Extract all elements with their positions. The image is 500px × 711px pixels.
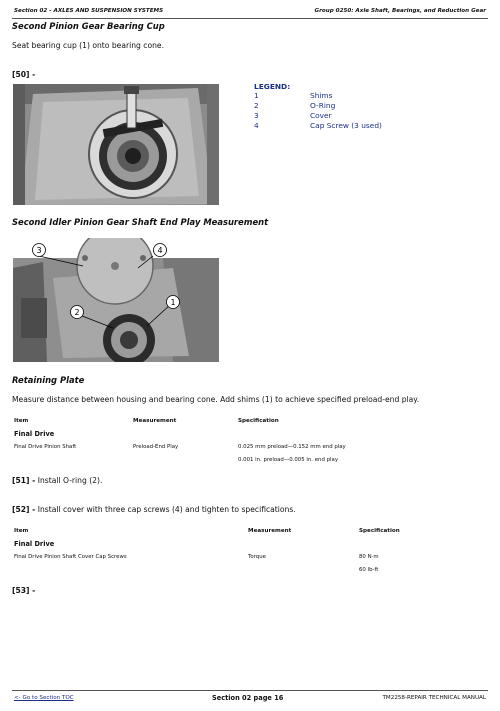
svg-text:1: 1 <box>170 298 176 307</box>
go-to-section-toc-link[interactable]: <- Go to Section TOC <box>14 695 74 701</box>
step-52 <box>12 505 296 514</box>
table1-header-measurement: Measurement <box>133 418 177 424</box>
table1-group: Final Drive <box>14 430 55 438</box>
table1-cell-item: Final Drive Pinion Shaft <box>14 444 77 450</box>
header-rule <box>12 18 488 19</box>
callout-4 <box>154 244 167 257</box>
table2-header-measurement: Measurement <box>248 528 292 534</box>
table1-cell-spec-metric: 0.025 mm preload—0.152 mm end play <box>238 444 346 450</box>
step-number-50: [50] - <box>12 70 36 79</box>
table2-header-item: Item <box>14 528 29 534</box>
footer-rule <box>12 690 488 691</box>
footer-manual-title: TM2258-REPAIR TECHNICAL MANUAL <box>382 695 486 701</box>
instruction-text: Seat bearing cup (1) onto bearing cone. <box>12 41 164 50</box>
step-51 <box>12 476 102 485</box>
table2-cell-spec-imperial: 60 lb-ft <box>359 567 379 573</box>
step-text: Install cover with three cap screws (4) and tighten to specifications. <box>37 505 296 514</box>
step-number-53: [53] - <box>12 586 36 595</box>
table2-header-specification: Specification <box>359 528 400 534</box>
footer-page-number: Section 02 page 16 <box>212 694 284 702</box>
legend-item: 1 Shims <box>254 91 333 100</box>
table2-group: Final Drive <box>14 540 55 548</box>
legend-item: 2 O-Ring <box>254 101 336 110</box>
svg-text:4: 4 <box>157 246 163 255</box>
table2-cell-spec-metric: 80 N·m <box>359 554 379 560</box>
legend-item: 4 Cap Screw (3 used) <box>254 121 382 130</box>
table1-header-item: Item <box>14 418 29 424</box>
table2-cell-measurement: Torque <box>248 554 266 560</box>
callout-2 <box>71 306 84 319</box>
table1-header-specification: Specification <box>238 418 279 424</box>
legend-title: LEGEND: <box>254 82 291 91</box>
bearing-cup-photo <box>13 84 219 205</box>
header-group: Group 0250: Axle Shaft, Bearings, and Reduction Gear <box>314 8 486 14</box>
table1-cell-spec-imperial: 0.001 in. preload—0.005 in. end play <box>238 457 339 463</box>
callout-1 <box>167 296 180 309</box>
section-title-end-play: Second Idler Pinion Gear Shaft End Play Measurement <box>12 217 269 227</box>
svg-text:2: 2 <box>74 308 80 317</box>
step-number: [51] - <box>12 476 36 485</box>
table2-cell-item: Final Drive Pinion Shaft Cover Cap Screws <box>14 554 127 560</box>
end-play-measurement-photo <box>13 238 219 362</box>
section-title-bearing-cup: Second Pinion Gear Bearing Cup <box>12 21 165 31</box>
callout-3 <box>33 244 46 257</box>
legend <box>254 82 382 131</box>
table1-cell-measurement: Preload-End Play <box>133 444 179 450</box>
instruction-text: Measure distance between housing and bearing cone. Add shims (1) to achieve specified preload-end play. <box>12 395 420 404</box>
section-title-retaining-plate: Retaining Plate <box>12 375 85 385</box>
header-section: Section 02 - AXLES AND SUSPENSION SYSTEMS <box>14 8 164 14</box>
legend-item: 3 Cover <box>254 111 332 120</box>
step-number: [52] - <box>12 505 36 514</box>
step-text: Install O-ring (2). <box>37 476 103 485</box>
svg-text:3: 3 <box>36 246 42 255</box>
